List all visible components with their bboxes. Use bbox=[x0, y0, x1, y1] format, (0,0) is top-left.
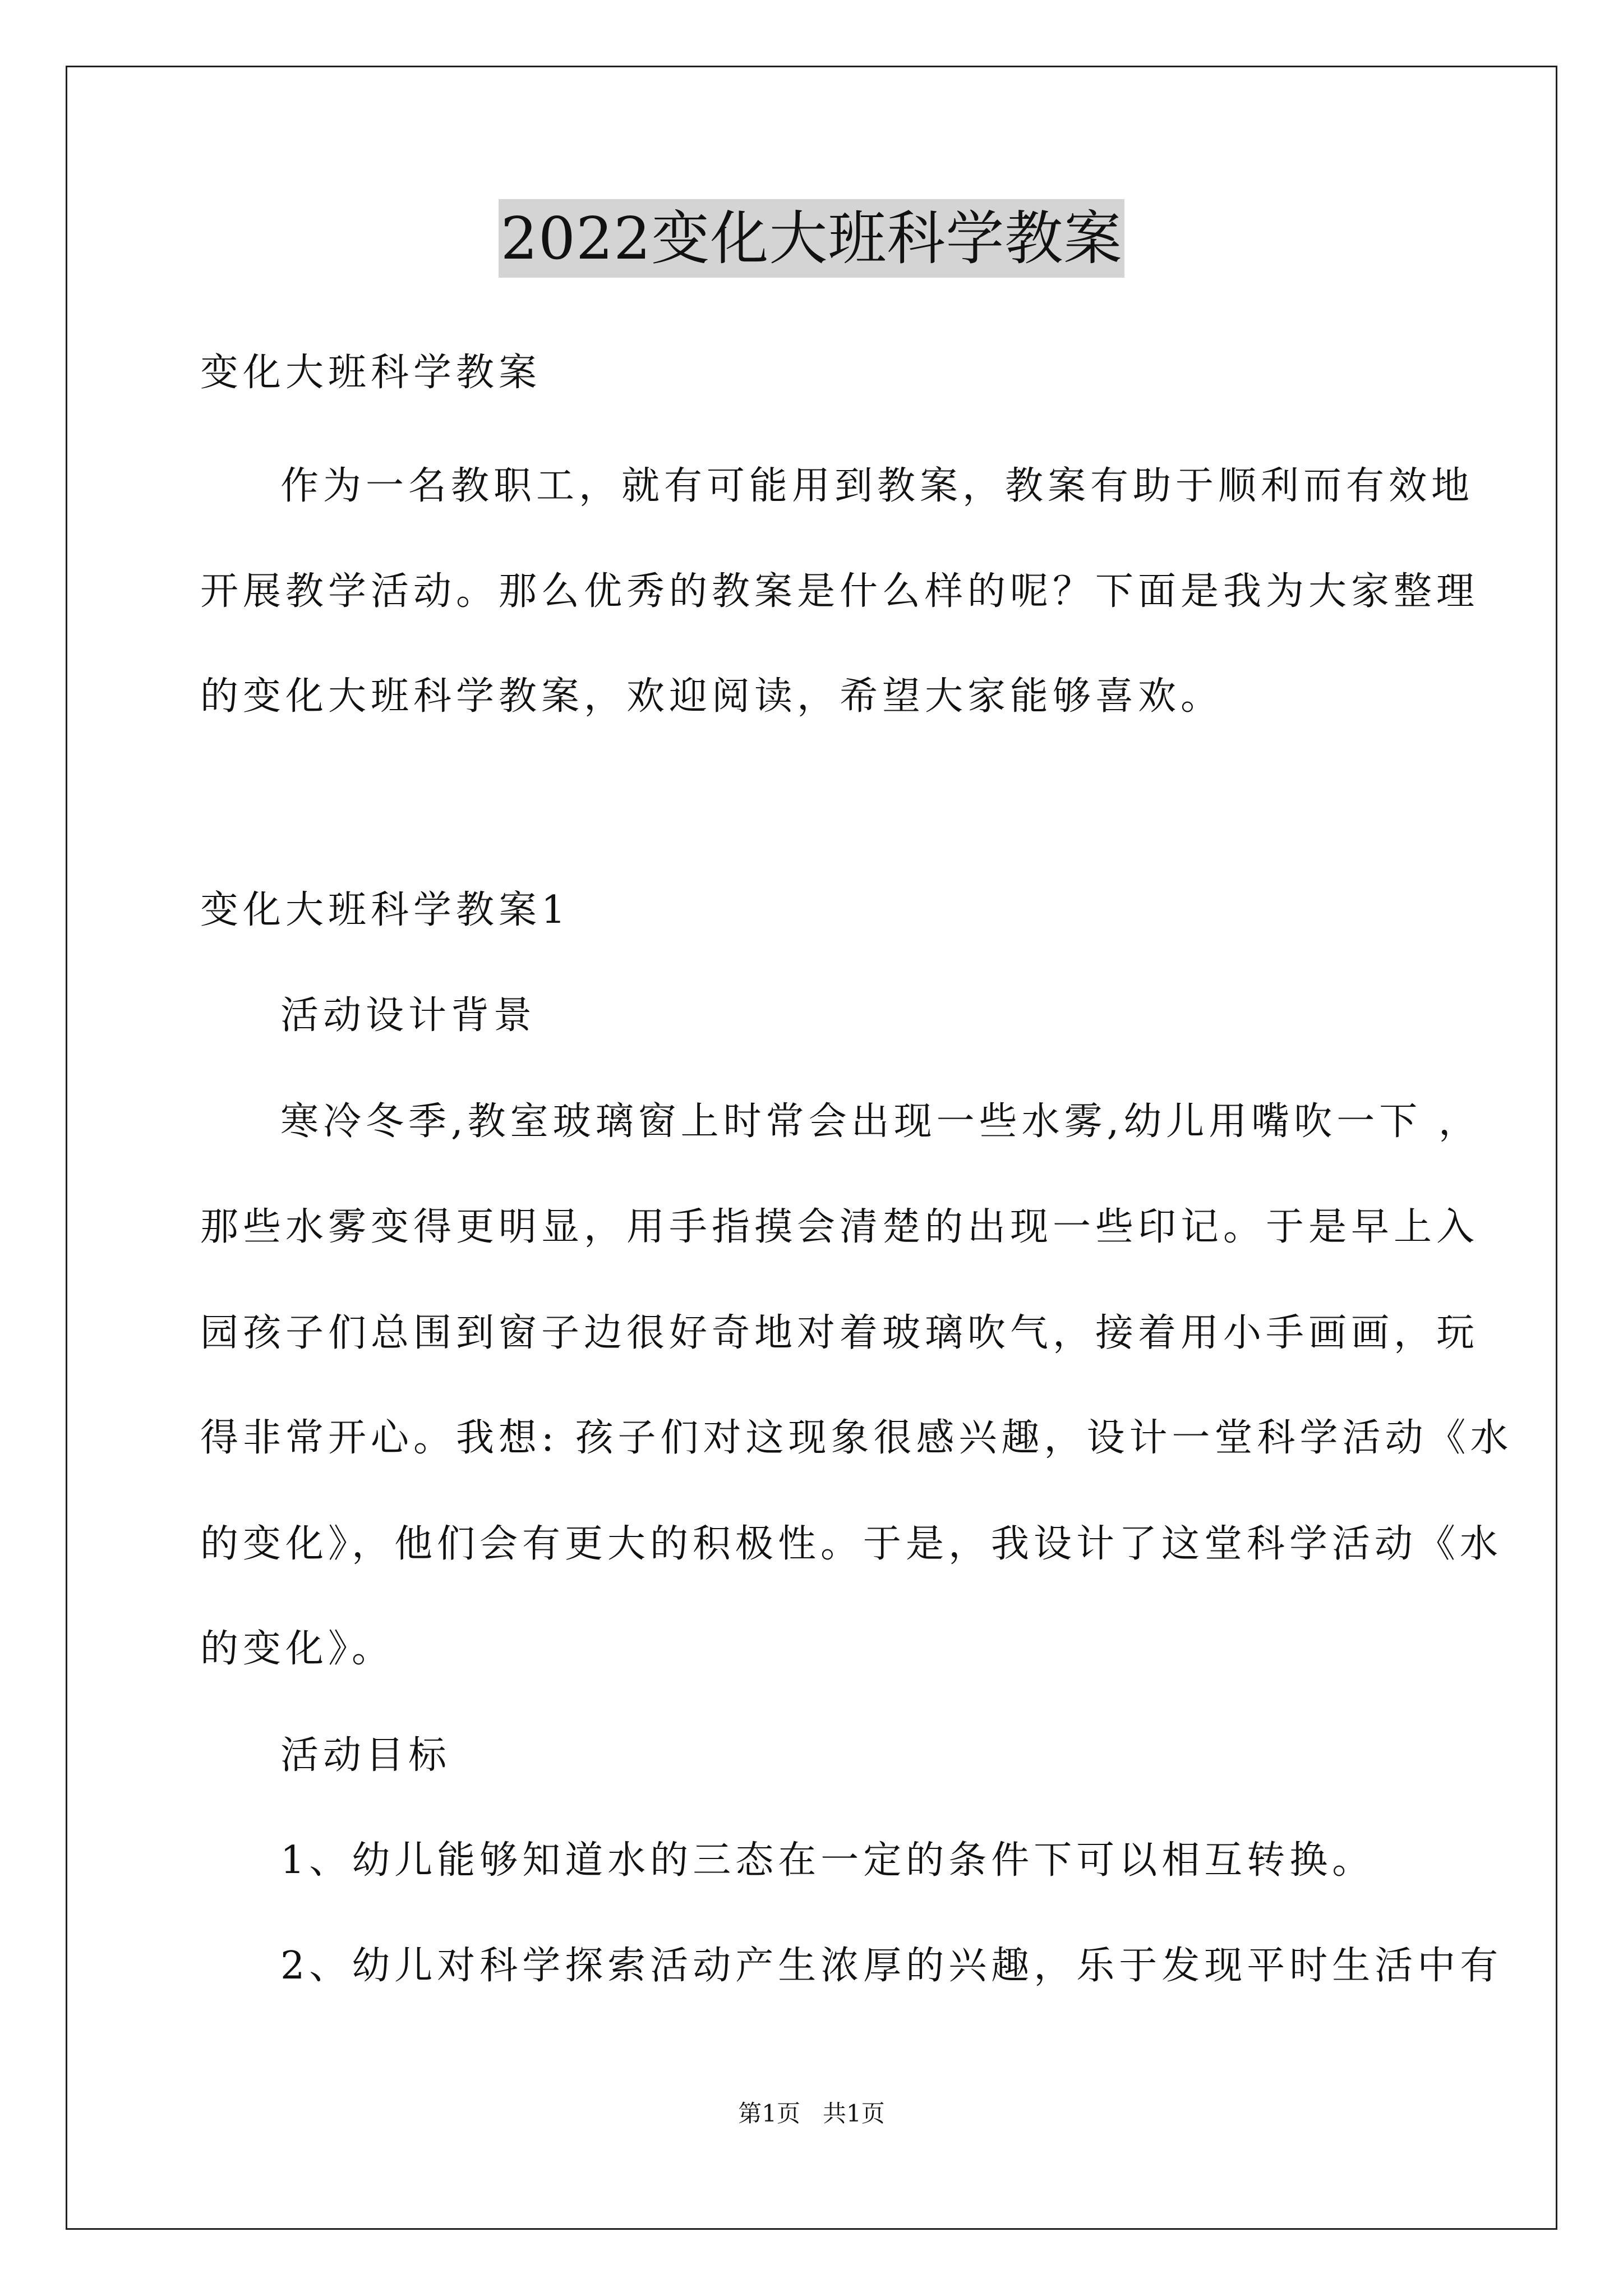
title-wrap bbox=[0, 199, 1623, 278]
background-line-1: 寒冷冬季,教室玻璃窗上时常会出现一些水雾,幼儿用嘴吹一下 ， bbox=[280, 1099, 1481, 1144]
subtitle-line: 变化大班科学教案 bbox=[200, 351, 542, 395]
goals-heading: 活动目标 bbox=[280, 1733, 451, 1778]
intro-line-2: 开展教学活动。那么优秀的教案是什么样的呢？下面是我为大家整理 bbox=[200, 569, 1479, 614]
background-heading: 活动设计背景 bbox=[280, 993, 537, 1038]
intro-line-3: 的变化大班科学教案，欢迎阅读，希望大家能够喜欢。 bbox=[200, 674, 1224, 719]
background-line-2: 那些水雾变得更明显，用手指摸会清楚的出现一些印记。于是早上入 bbox=[200, 1205, 1479, 1249]
background-line-6: 的变化》。 bbox=[200, 1627, 395, 1671]
intro-line-1: 作为一名教职工，就有可能用到教案，教案有助于顺利而有效地 bbox=[280, 464, 1474, 508]
background-line-3: 园孩子们总围到窗子边很好奇地对着玻璃吹气，接着用小手画画，玩 bbox=[200, 1311, 1479, 1355]
section-heading: 变化大班科学教案1 bbox=[200, 888, 570, 932]
page-footer: 第1页 共1页 bbox=[738, 2100, 885, 2127]
goal-item-1: 1、幼儿能够知道水的三态在一定的条件下可以相互转换。 bbox=[280, 1838, 1375, 1883]
background-line-5: 的变化》，他们会有更大的积极性。于是，我设计了这堂科学活动《水 bbox=[200, 1522, 1503, 1566]
document-title: 2022变化大班科学教案 bbox=[499, 199, 1125, 278]
background-line-4: 得非常开心。我想: 孩子们对这现象很感兴趣，设计一堂科学活动《水 bbox=[200, 1416, 1513, 1460]
goal-item-2: 2、幼儿对科学探索活动产生浓厚的兴趣，乐于发现平时生活中有 bbox=[280, 1944, 1503, 1988]
